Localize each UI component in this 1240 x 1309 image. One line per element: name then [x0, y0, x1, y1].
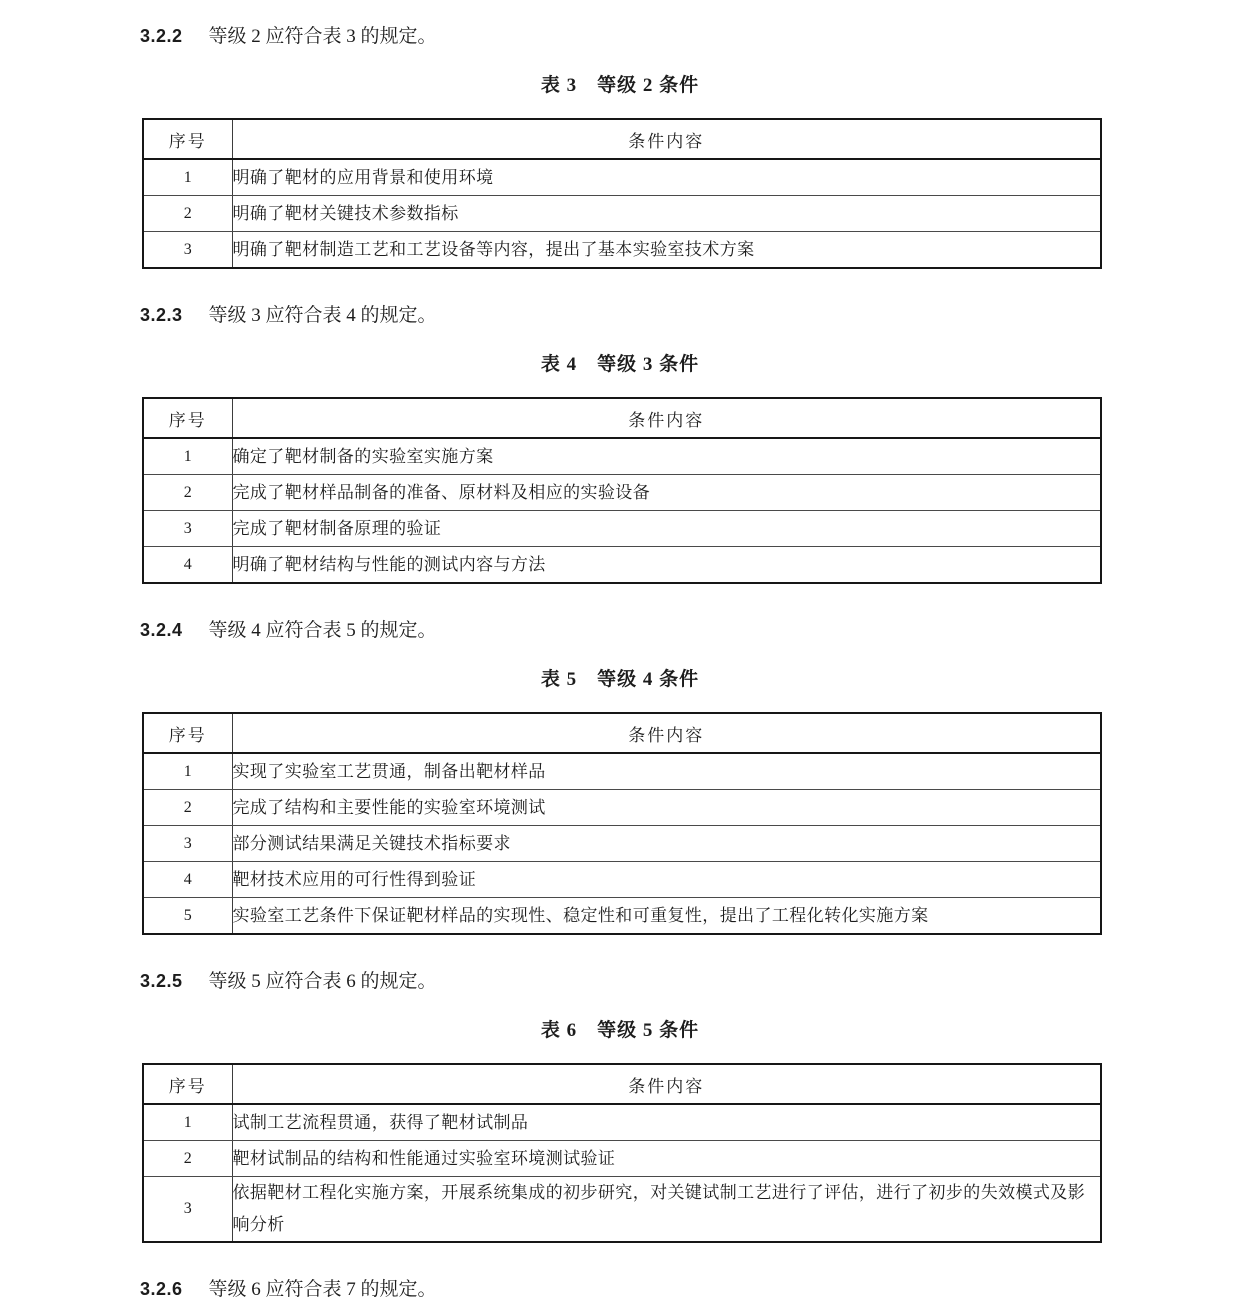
- row-content: 实现了实验室工艺贯通，制备出靶材样品: [232, 753, 1101, 790]
- row-content: 完成了结构和主要性能的实验室环境测试: [232, 790, 1101, 826]
- row-number: 2: [143, 196, 232, 232]
- row-content: 明确了靶材的应用背景和使用环境: [232, 159, 1101, 196]
- clause-number: 3.2.3: [140, 305, 183, 325]
- row-content: 完成了靶材样品制备的准备、原材料及相应的实验设备: [232, 475, 1101, 511]
- row-content: 确定了靶材制备的实验室实施方案: [232, 438, 1101, 475]
- clause-number: 3.2.6: [140, 1279, 183, 1299]
- clause-number: 3.2.5: [140, 971, 183, 991]
- table-row: [143, 159, 1101, 196]
- row-content: 试制工艺流程贯通，获得了靶材试制品: [232, 1104, 1101, 1141]
- row-content: 明确了靶材结构与性能的测试内容与方法: [232, 554, 546, 574]
- table-4-title: 表 4 等级 3 条件: [540, 354, 700, 375]
- clause-3-2-3: [140, 302, 1240, 329]
- table-row: [143, 547, 1101, 584]
- clause-text: 等级 2 应符合表 3 的规定。: [208, 26, 437, 47]
- row-number: 5: [143, 898, 232, 935]
- table-3-conditions: [142, 118, 1102, 269]
- row-number: 1: [143, 438, 232, 475]
- row-content: 靶材技术应用的可行性得到验证: [232, 862, 1101, 898]
- row-number: 1: [143, 159, 232, 196]
- table-row: [143, 511, 1101, 547]
- table-5-title: 表 5 等级 4 条件: [540, 669, 700, 690]
- table-row: [143, 475, 1101, 511]
- row-number: 1: [143, 753, 232, 790]
- row-number: 2: [143, 790, 232, 826]
- table-header-row: [143, 713, 1101, 753]
- clause-number: 3.2.4: [140, 620, 183, 640]
- clause-text: 等级 4 应符合表 5 的规定。: [208, 620, 437, 641]
- row-number: 2: [143, 475, 232, 511]
- row-content: 完成了靶材制备原理的验证: [232, 511, 1101, 547]
- table-row: [143, 1177, 1101, 1243]
- clause-number: 3.2.2: [140, 26, 183, 46]
- column-header-number: 序号: [143, 1064, 232, 1104]
- row-number: 3: [143, 511, 232, 547]
- column-header-content: 条件内容: [232, 398, 1101, 438]
- row-number: 2: [143, 1141, 232, 1177]
- clause-text: 等级 3 应符合表 4 的规定。: [208, 305, 437, 326]
- clause-3-2-5: [140, 968, 1240, 995]
- column-header-content: 条件内容: [232, 1064, 1101, 1104]
- row-content: 实验室工艺条件下保证靶材样品的实现性、稳定性和可重复性，提出了工程化转化实施方案: [232, 905, 929, 925]
- table-header-row: [143, 398, 1101, 438]
- clause-text: 等级 6 应符合表 7 的规定。: [208, 1279, 437, 1300]
- table-3-title: 表 3 等级 2 条件: [540, 75, 700, 96]
- row-number: 4: [143, 862, 232, 898]
- clause-3-2-6: [140, 1276, 1240, 1303]
- clause-3-2-2: [140, 23, 1240, 50]
- row-number: 1: [143, 1104, 232, 1141]
- table-row: [143, 1104, 1101, 1141]
- row-content: 明确了靶材关键技术参数指标: [232, 196, 1101, 232]
- table-4-conditions: [142, 397, 1102, 584]
- table-row: [143, 753, 1101, 790]
- column-header-number: 序号: [143, 398, 232, 438]
- table-header-row: [143, 1064, 1101, 1104]
- row-number: 4: [143, 547, 232, 584]
- column-header-number: 序号: [143, 713, 232, 753]
- table-row: [143, 232, 1101, 269]
- row-number: 3: [143, 1177, 232, 1243]
- table-row: [143, 898, 1101, 935]
- column-header-number: 序号: [143, 119, 232, 159]
- row-content: 部分测试结果满足关键技术指标要求: [232, 826, 1101, 862]
- row-number: 3: [143, 232, 232, 269]
- row-content: 明确了靶材制造工艺和工艺设备等内容，提出了基本实验室技术方案: [232, 239, 755, 259]
- table-row: [143, 790, 1101, 826]
- table-5-conditions: [142, 712, 1102, 935]
- table-row: [143, 826, 1101, 862]
- clause-text: 等级 5 应符合表 6 的规定。: [208, 971, 437, 992]
- clause-3-2-4: [140, 617, 1240, 644]
- row-content: 靶材试制品的结构和性能通过实验室环境测试验证: [232, 1141, 1101, 1177]
- column-header-content: 条件内容: [232, 119, 1101, 159]
- table-6-title: 表 6 等级 5 条件: [540, 1020, 700, 1041]
- table-row: [143, 196, 1101, 232]
- table-6-conditions: [142, 1063, 1102, 1243]
- table-header-row: [143, 119, 1101, 159]
- row-content: 依据靶材工程化实施方案，开展系统集成的初步研究，对关键试制工艺进行了评估，进行了初步的失效模式及影响分析: [232, 1183, 1086, 1234]
- table-row: [143, 862, 1101, 898]
- row-number: 3: [143, 826, 232, 862]
- table-row: [143, 438, 1101, 475]
- column-header-content: 条件内容: [232, 713, 1101, 753]
- table-row: [143, 1141, 1101, 1177]
